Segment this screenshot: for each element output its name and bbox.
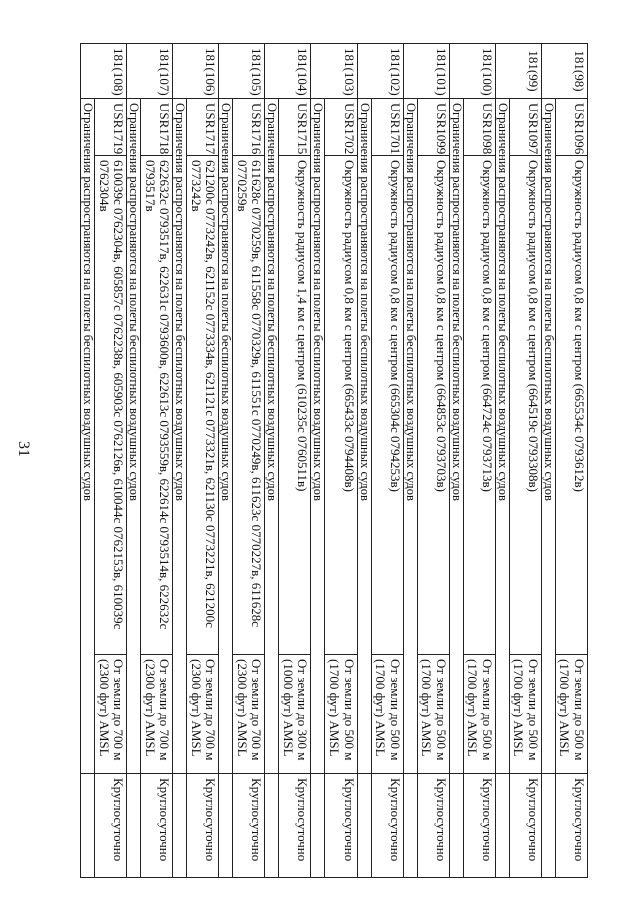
altitude-cell: От земли до 700 м (2300 фут) AMSL: [187, 655, 219, 774]
note-row: [495, 44, 509, 878]
time-cell: Круглосуточно: [325, 774, 357, 878]
time-cell: Круглосуточно: [463, 774, 495, 878]
empty-cell: [173, 774, 187, 878]
time-cell: Круглосуточно: [555, 774, 587, 878]
restricted-areas-table: [80, 43, 588, 878]
note-cell: Ограничения распространяются на полеты беспилотных воздушных судов: [495, 99, 509, 774]
note-row: [403, 44, 417, 878]
note-cell: Ограничения распространяются на полеты беспилотных воздушных судов: [219, 99, 233, 774]
area-code-cell: USR1716: [233, 99, 265, 156]
area-code-cell: USR1096: [555, 99, 587, 156]
note-row: [173, 44, 187, 878]
time-cell: Круглосуточно: [509, 774, 541, 878]
area-code-cell: USR1098: [463, 99, 495, 156]
altitude-cell: От земли до 500 м (1700 фут) AMSL: [371, 655, 403, 774]
empty-cell: [403, 774, 417, 878]
time-cell: Круглосуточно: [187, 774, 219, 878]
empty-cell: [495, 774, 509, 878]
table-row: [417, 44, 449, 878]
altitude-cell: От земли до 500 м (1700 фут) AMSL: [325, 655, 357, 774]
area-index-cell: 181(102): [357, 44, 403, 99]
page-number: 31: [15, 441, 32, 457]
note-row: [80, 44, 94, 878]
table-row: [463, 44, 495, 878]
area-index-cell: 181(105): [219, 44, 265, 99]
area-description-cell: Окружность радиусом 0,8 км с центром (665433с 0794408в): [325, 156, 357, 655]
note-row: [541, 44, 555, 878]
area-code-cell: USR1715: [279, 99, 311, 156]
note-row: [357, 44, 371, 878]
time-cell: Круглосуточно: [233, 774, 265, 878]
note-cell: Ограничения распространяются на полеты беспилотных воздушных судов: [403, 99, 417, 774]
area-index-cell: 181(99): [495, 44, 541, 99]
note-row: [265, 44, 279, 878]
area-index-cell: 181(106): [173, 44, 219, 99]
note-row: [311, 44, 325, 878]
area-index-cell: 181(103): [311, 44, 357, 99]
empty-cell: [127, 774, 141, 878]
area-index-cell: 181(104): [265, 44, 311, 99]
empty-cell: [541, 774, 555, 878]
area-code-cell: USR1702: [325, 99, 357, 156]
area-description-cell: 610039с 0762304в, 605857с 0762238в, 605903с 0762126в, 610044с 0762153в, 610039с 0762304в: [94, 156, 126, 655]
area-code-cell: USR1701: [371, 99, 403, 156]
altitude-cell: От земли до 700 м (2300 фут) AMSL: [94, 655, 126, 774]
empty-cell: [80, 774, 94, 878]
empty-cell: [449, 774, 463, 878]
note-cell: Ограничения распространяются на полеты беспилотных воздушных судов: [80, 99, 94, 774]
empty-cell: [357, 774, 371, 878]
area-code-cell: USR1719: [94, 99, 126, 156]
altitude-cell: От земли до 500 м (1700 фут) AMSL: [509, 655, 541, 774]
area-description-cell: Окружность радиусом 0,8 км с центром (664853с 0793703в): [417, 156, 449, 655]
area-description-cell: Окружность радиусом 0,8 км с центром (665534с 0793612в): [555, 156, 587, 655]
note-cell: Ограничения распространяются на полеты беспилотных воздушных судов: [265, 99, 279, 774]
area-description-cell: 622632с 0793517в, 622631с 0793600в, 622613с 0793559в, 622614с 0793514в, 622632с 0793517в: [141, 156, 173, 655]
altitude-cell: От земли до 500 м (1700 фут) AMSL: [463, 655, 495, 774]
table-row: [141, 44, 173, 878]
table-row: [233, 44, 265, 878]
time-cell: Круглосуточно: [141, 774, 173, 878]
note-cell: Ограничения распространяются на полеты беспилотных воздушных судов: [541, 99, 555, 774]
altitude-cell: От земли до 700 м (2300 фут) AMSL: [141, 655, 173, 774]
area-index-cell: 181(107): [127, 44, 173, 99]
area-description-cell: Окружность радиусом 0,8 км с центром (664519с 0793308в): [509, 156, 541, 655]
note-row: [449, 44, 463, 878]
empty-cell: [219, 774, 233, 878]
note-cell: Ограничения распространяются на полеты беспилотных воздушных судов: [173, 99, 187, 774]
altitude-cell: От земли до 500 м (1700 фут) AMSL: [417, 655, 449, 774]
empty-cell: [311, 774, 325, 878]
area-description-cell: Окружность радиусом 0,8 км с центром (665304с 0794253в): [371, 156, 403, 655]
table-row: [279, 44, 311, 878]
table-row: [187, 44, 219, 878]
area-index-cell: 181(100): [449, 44, 495, 99]
note-row: [219, 44, 233, 878]
area-description-cell: Окружность радиусом 1,4 км с центром (610235с 0760511в): [279, 156, 311, 655]
time-cell: Круглосуточно: [417, 774, 449, 878]
area-description-cell: 611628с 0770259в, 611558с 0770329в, 611551с 0770249в, 611623с 0770227в, 611628с 0770259в: [233, 156, 265, 655]
altitude-cell: От земли до 500 м (1700 фут) AMSL: [555, 655, 587, 774]
table-row: [371, 44, 403, 878]
time-cell: Круглосуточно: [94, 774, 126, 878]
table-body: [80, 44, 587, 878]
time-cell: Круглосуточно: [371, 774, 403, 878]
table-row: [325, 44, 357, 878]
note-cell: Ограничения распространяются на полеты беспилотных воздушных судов: [449, 99, 463, 774]
table-row: [94, 44, 126, 878]
area-index-cell: 181(98): [541, 44, 587, 99]
note-cell: Ограничения распространяются на полеты беспилотных воздушных судов: [127, 99, 141, 774]
note-cell: Ограничения распространяются на полеты беспилотных воздушных судов: [311, 99, 325, 774]
altitude-cell: От земли до 700 м (2300 фут) AMSL: [233, 655, 265, 774]
empty-cell: [265, 774, 279, 878]
area-code-cell: USR1099: [417, 99, 449, 156]
table-row: [555, 44, 587, 878]
area-description-cell: Окружность радиусом 0,8 км с центром (664724с 0793713в): [463, 156, 495, 655]
altitude-cell: От земли до 300 м (1000 фут) AMSL: [279, 655, 311, 774]
area-code-cell: USR1717: [187, 99, 219, 156]
area-description-cell: 621200с 0773242в, 621152с 0773334в, 621121с 0773321в, 621130с 0773221в, 621200с 0773242в: [187, 156, 219, 655]
note-cell: Ограничения распространяются на полеты беспилотных воздушных судов: [357, 99, 371, 774]
time-cell: Круглосуточно: [279, 774, 311, 878]
area-code-cell: USR1097: [509, 99, 541, 156]
area-code-cell: USR1718: [141, 99, 173, 156]
area-index-cell: 181(101): [403, 44, 449, 99]
note-row: [127, 44, 141, 878]
area-index-cell: 181(108): [80, 44, 126, 99]
table-row: [509, 44, 541, 878]
rotated-page: [0, 43, 588, 878]
